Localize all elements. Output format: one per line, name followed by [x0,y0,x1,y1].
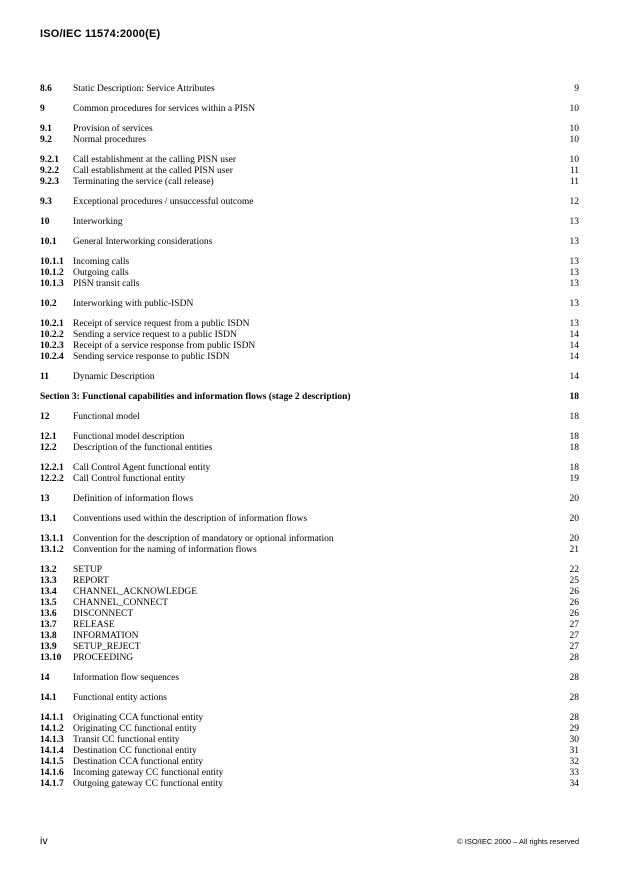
footer-page-number: iv [40,835,48,847]
toc-entry [40,341,579,352]
toc-entry-title: Description of the functional entities [73,443,213,453]
toc-entry-page: 12 [569,197,579,207]
toc-entry-title: Incoming gateway CC functional entity [73,768,224,778]
toc-entry [40,693,579,704]
toc-group [40,104,579,115]
toc-entry [40,534,579,545]
toc-entry [40,124,579,135]
toc-group [40,673,579,684]
toc-group [40,693,579,704]
toc-entry-title: Interworking with public-ISDN [73,299,194,309]
toc-entry-number: 13.1.1 [40,534,64,544]
toc-entry [40,713,579,724]
toc-entry [40,319,579,330]
toc-entry-page: 27 [569,642,579,652]
toc-entry-page: 9 [574,84,579,94]
toc-entry-number: 12 [40,412,50,422]
toc-entry-page: 13 [569,237,579,247]
toc-entry-number: 13.5 [40,598,57,608]
toc-list [40,84,579,799]
toc-entry-title: Terminating the service (call release) [73,177,214,187]
toc-entry-title: Common procedures for services within a PISN [73,104,256,114]
toc-entry-number: 13 [40,494,50,504]
toc-entry-title: INFORMATION [73,631,139,641]
toc-entry-number: 12.2.1 [40,463,64,473]
footer-copyright: © ISO/IEC 2000 – All rights reserved [457,837,579,846]
toc-entry-number: 13.1 [40,514,57,524]
toc-entry-title: Normal procedures [73,135,147,145]
toc-entry [40,494,579,505]
toc-entry-page: 14 [569,341,579,351]
toc-entry-number: 14.1.7 [40,779,64,789]
toc-entry-page: 18 [569,432,579,442]
toc-entry-page: 26 [569,609,579,619]
toc-entry-page: 27 [569,620,579,630]
toc-entry-page: 13 [569,217,579,227]
toc-entry [40,463,579,474]
toc-entry [40,609,579,620]
toc-entry [40,653,579,664]
toc-entry-number: 10.2.3 [40,341,64,351]
toc-entry-page: 27 [569,631,579,641]
toc-entry-page: 18 [569,443,579,453]
toc-entry-number: 10 [40,217,50,227]
toc-entry-title: CHANNEL_ACKNOWLEDGE [73,587,198,597]
toc-entry-page: 21 [569,545,579,555]
toc-entry [40,576,579,587]
toc-entry-number: 9.2.1 [40,155,59,165]
toc-entry-title: Convention for the naming of information flows [73,545,257,555]
toc-entry-number: 14.1 [40,693,57,703]
toc-entry-page: 30 [569,735,579,745]
toc-entry-page: 20 [569,534,579,544]
toc-entry-title: Destination CC functional entity [73,746,197,756]
toc-entry-page: 11 [569,166,579,176]
toc-entry [40,474,579,485]
toc-entry-page: 18 [569,463,579,473]
toc-entry [40,735,579,746]
toc-entry-title: Transit CC functional entity [73,735,180,745]
toc-entry [40,598,579,609]
toc-entry-title: Call establishment at the called PISN user [73,166,233,176]
toc-entry-page: 32 [569,757,579,767]
toc-entry-number: 14 [40,673,50,683]
toc-entry [40,177,579,188]
toc-entry-number: 12.2 [40,443,57,453]
toc-group [40,197,579,208]
toc-entry [40,620,579,631]
toc-entry-number: 13.9 [40,642,57,652]
toc-entry [40,724,579,735]
toc-entry-number: 13.8 [40,631,57,641]
toc-entry-title: Destination CCA functional entity [73,757,204,767]
toc-entry-title: Originating CC functional entity [73,724,197,734]
toc-entry-title: Call establishment at the calling PISN user [73,155,237,165]
toc-entry-number: 8.6 [40,84,52,94]
toc-entry-page: 10 [569,124,579,134]
toc-entry-title: Conventions used within the description of information flows [73,514,308,524]
toc-entry-title: Call Control Agent functional entity [73,463,211,473]
toc-group [40,372,579,383]
toc-group [40,412,579,423]
toc-entry-page: 11 [569,177,579,187]
toc-entry-title: Definition of information flows [73,494,194,504]
toc-entry [40,135,579,146]
toc-entry-page: 13 [569,279,579,289]
toc-entry [40,757,579,768]
toc-entry-page: 10 [569,135,579,145]
toc-entry-number: 9.2.3 [40,177,59,187]
toc-entry [40,432,579,443]
toc-group [40,514,579,525]
toc-entry-title: Provision of services [73,124,153,134]
toc-entry-page: 28 [569,673,579,683]
toc-group [40,392,579,403]
toc-entry-page: 13 [569,268,579,278]
toc-group [40,432,579,454]
toc-entry-page: 29 [569,724,579,734]
toc-entry [40,166,579,177]
toc-entry-number: 14.1.3 [40,735,64,745]
toc-entry-page: 18 [569,392,579,402]
toc-entry-title: Incoming calls [73,257,130,267]
toc-entry-number: 10.1.1 [40,257,64,267]
toc-entry [40,330,579,341]
toc-entry-number: 10.1.3 [40,279,64,289]
toc-group [40,534,579,556]
toc-entry [40,412,579,423]
toc-entry-title: Sending service response to public ISDN [73,352,230,362]
toc-entry-page: 28 [569,693,579,703]
toc-group [40,494,579,505]
toc-entry [40,372,579,383]
toc-entry-page: 28 [569,653,579,663]
toc-entry-page: 14 [569,352,579,362]
toc-entry [40,631,579,642]
toc-entry-title: PISN transit calls [73,279,140,289]
toc-entry [40,779,579,790]
toc-entry-number: 10.1 [40,237,57,247]
toc-group [40,565,579,664]
toc-entry-title: Static Description: Service Attributes [73,84,215,94]
toc-entry-number: 9 [40,104,45,114]
toc-entry-number: 10.1.2 [40,268,64,278]
toc-group [40,155,579,188]
toc-group [40,319,579,363]
toc-entry-title: Functional model [73,412,140,422]
toc-entry-page: 14 [569,330,579,340]
toc-entry [40,155,579,166]
toc-entry [40,514,579,525]
toc-group [40,463,579,485]
toc-entry-page: 26 [569,598,579,608]
toc-entry [40,565,579,576]
toc-entry-number: 12.1 [40,432,57,442]
toc-entry-number: 11 [40,372,49,382]
toc-entry [40,443,579,454]
toc-section-heading [40,392,579,403]
toc-entry-title: Receipt of service request from a public ISDN [73,319,250,329]
toc-entry-title: CHANNEL_CONNECT [73,598,168,608]
toc-entry-page: 26 [569,587,579,597]
toc-entry-page: 20 [569,494,579,504]
toc-entry-number: 13.6 [40,609,57,619]
toc-entry [40,279,579,290]
toc-entry [40,257,579,268]
toc-group [40,237,579,248]
document-footer [40,835,579,847]
toc-entry-number: 9.2 [40,135,52,145]
toc-entry-number: 14.1.1 [40,713,64,723]
toc-entry [40,299,579,310]
toc-entry-title: Originating CCA functional entity [73,713,204,723]
toc-entry-number: 9.2.2 [40,166,59,176]
toc-entry-page: 28 [569,713,579,723]
toc-entry [40,237,579,248]
toc-entry-number: 13.4 [40,587,57,597]
toc-entry-number: 10.2.4 [40,352,64,362]
toc-entry [40,587,579,598]
toc-entry-number: 10.2 [40,299,57,309]
toc-group [40,713,579,790]
toc-entry [40,746,579,757]
toc-entry-title: Outgoing gateway CC functional entity [73,779,223,789]
toc-entry-page: 10 [569,155,579,165]
toc-entry-title: Sending a service request to a public ISDN [73,330,237,340]
toc-entry-number: 13.3 [40,576,57,586]
document-header-title: ISO/IEC 11574:2000(E) [40,28,161,40]
toc-entry [40,84,579,95]
toc-entry-title: Interworking [73,217,123,227]
toc-entry-page: 10 [569,104,579,114]
toc-entry [40,217,579,228]
toc-entry-page: 33 [569,768,579,778]
toc-entry [40,197,579,208]
toc-entry-number: 9.3 [40,197,52,207]
toc-entry-page: 14 [569,372,579,382]
toc-entry-title: REPORT [73,576,109,586]
toc-entry-number: 14.1.6 [40,768,64,778]
toc-entry-page: 13 [569,257,579,267]
toc-entry-number: 13.1.2 [40,545,64,555]
toc-entry-title: Functional entity actions [73,693,167,703]
toc-entry-page: 25 [569,576,579,586]
toc-group [40,124,579,146]
toc-entry-title: SETUP_REJECT [73,642,141,652]
toc-entry-page: 13 [569,319,579,329]
toc-entry-page: 19 [569,474,579,484]
toc-entry-title: Outgoing calls [73,268,129,278]
toc-entry-number: 13.2 [40,565,57,575]
toc-entry-page: 18 [569,412,579,422]
toc-entry-title: Convention for the description of mandatory or optional information [73,534,334,544]
toc-entry [40,352,579,363]
toc-entry-title: DISCONNECT [73,609,134,619]
toc-entry-title: Receipt of a service response from public ISDN [73,341,256,351]
toc-entry-number: 14.1.5 [40,757,64,767]
toc-entry-title: PROCEEDING [73,653,134,663]
toc-entry-page: 31 [569,746,579,756]
toc-entry-title: Exceptional procedures / unsuccessful outcome [73,197,254,207]
toc-group [40,84,579,95]
toc-entry [40,673,579,684]
toc-group [40,217,579,228]
toc-entry-number: 14.1.2 [40,724,64,734]
toc-entry-page: 22 [569,565,579,575]
toc-entry-page: 13 [569,299,579,309]
toc-entry [40,545,579,556]
toc-entry-title: Information flow sequences [73,673,180,683]
toc-entry-title: RELEASE [73,620,115,630]
toc-entry-number: 14.1.4 [40,746,64,756]
toc-entry-number: 13.10 [40,653,62,663]
toc-entry [40,642,579,653]
toc-entry-title: SETUP [73,565,103,575]
toc-entry [40,768,579,779]
toc-group [40,257,579,290]
toc-entry-number: 12.2.2 [40,474,64,484]
toc-entry-title: Dynamic Description [73,372,155,382]
toc-entry-page: 34 [569,779,579,789]
toc-entry-page: 20 [569,514,579,524]
toc-entry [40,104,579,115]
toc-entry-number: 9.1 [40,124,52,134]
toc-group [40,299,579,310]
toc-entry-title: Call Control functional entity [73,474,186,484]
toc-entry-title: General Interworking considerations [73,237,213,247]
toc-entry-title: Functional model description [73,432,185,442]
toc-entry-number: 10.2.1 [40,319,64,329]
toc-entry-title: Section 3: Functional capabilities and information flows (stage 2 description) [40,392,351,402]
toc-entry-number: 13.7 [40,620,57,630]
toc-entry [40,268,579,279]
toc-entry-number: 10.2.2 [40,330,64,340]
